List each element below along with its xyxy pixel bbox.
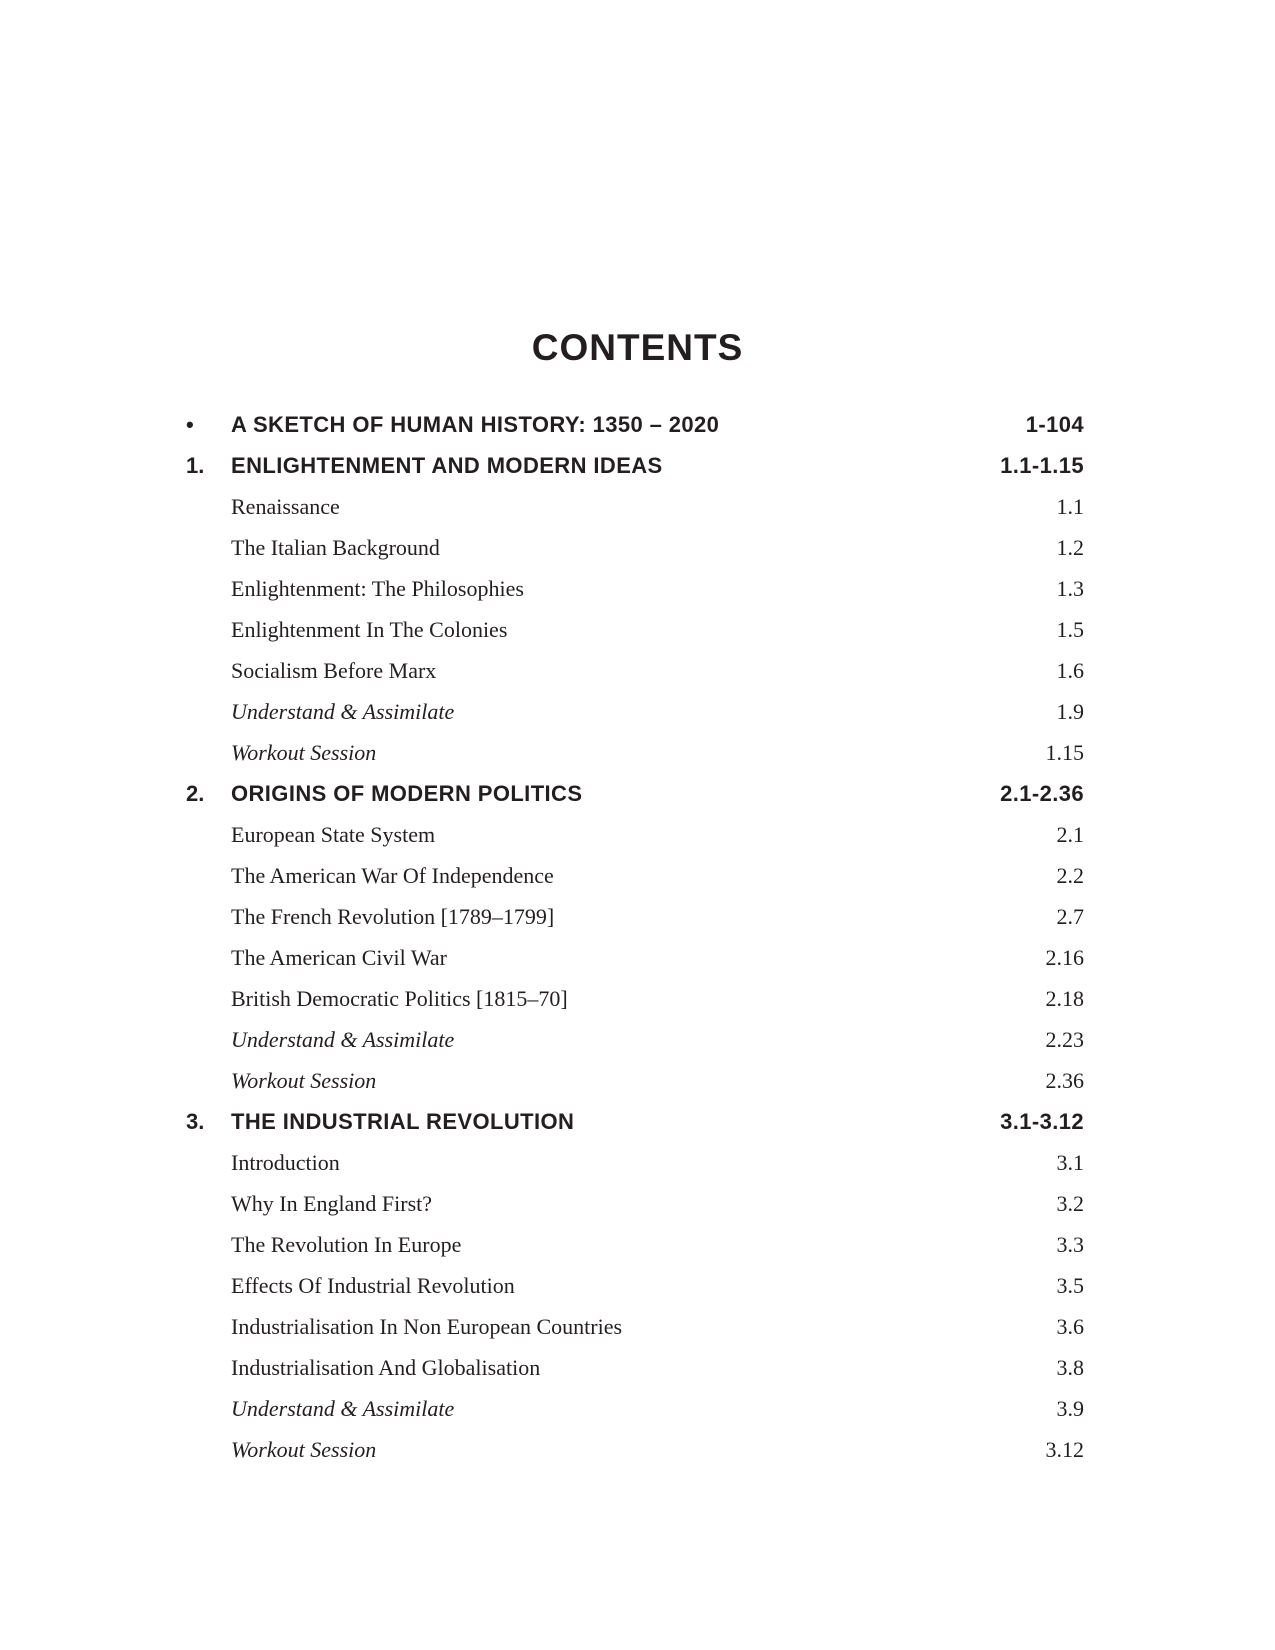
toc-entry-row[interactable]: [186, 937, 1084, 978]
toc-entry-title: Understand & Assimilate: [231, 699, 455, 724]
toc-entry-row[interactable]: [186, 1060, 1084, 1101]
toc-entry-title: Enlightenment: The Philosophies: [231, 576, 524, 601]
toc-entry-title: The American Civil War: [231, 945, 447, 970]
toc-chapter-row[interactable]: [186, 773, 1084, 814]
toc-chapter-title: THE INDUSTRIAL REVOLUTION: [231, 1109, 575, 1134]
toc-chapter-number: 1.: [186, 453, 205, 478]
toc-page-number: 3.5: [1056, 1273, 1084, 1298]
toc-page-number: 3.1: [1056, 1150, 1084, 1175]
toc-entry-title: Industrialisation And Globalisation: [231, 1355, 541, 1380]
toc-page-number: 3.6: [1056, 1314, 1084, 1339]
toc-entry-title: Effects Of Industrial Revolution: [231, 1273, 515, 1298]
toc-chapter-title: ORIGINS OF MODERN POLITICS: [231, 781, 583, 806]
toc-entry-row[interactable]: [186, 609, 1084, 650]
toc-page-range: 1.1-1.15: [1000, 453, 1084, 478]
toc-chapter-number: 3.: [186, 1109, 205, 1134]
toc-entry-title: Understand & Assimilate: [231, 1027, 455, 1052]
toc-entry-row[interactable]: [186, 691, 1084, 732]
toc-page-range: 1-104: [1025, 412, 1084, 437]
toc-page-number: 1.2: [1056, 535, 1084, 560]
toc-page-number: 3.3: [1056, 1232, 1084, 1257]
toc-entry-row[interactable]: [186, 1142, 1084, 1183]
toc-page-number: 2.1: [1056, 822, 1084, 847]
toc-page-number: 1.5: [1056, 617, 1084, 642]
toc-page-number: 2.23: [1045, 1027, 1084, 1052]
toc-chapter-title: A SKETCH OF HUMAN HISTORY: 1350 – 2020: [231, 412, 720, 437]
toc-page-number: 2.2: [1056, 863, 1084, 888]
toc-entry-title: The Italian Background: [231, 535, 440, 560]
toc-page-number: 2.16: [1045, 945, 1084, 970]
toc-page-number: 2.7: [1056, 904, 1084, 929]
toc-entry-title: Renaissance: [231, 494, 340, 519]
toc-entry-row[interactable]: [186, 1265, 1084, 1306]
toc-entry-title: Enlightenment In The Colonies: [231, 617, 508, 642]
toc-chapter-row[interactable]: [186, 445, 1084, 486]
toc-page-range: 3.1-3.12: [1000, 1109, 1084, 1134]
toc-entry-title: British Democratic Politics [1815–70]: [231, 986, 568, 1011]
toc-entry-title: Workout Session: [231, 1437, 377, 1462]
toc-page-number: 1.9: [1056, 699, 1084, 724]
toc-entry-row[interactable]: [186, 1388, 1084, 1429]
toc-page-number: 1.1: [1056, 494, 1084, 519]
toc-entry-row[interactable]: [186, 896, 1084, 937]
toc-entry-row[interactable]: [186, 527, 1084, 568]
page-title: CONTENTS: [531, 327, 744, 368]
toc-entry-title: Industrialisation In Non European Countries: [231, 1314, 623, 1339]
toc-entry-row[interactable]: [186, 978, 1084, 1019]
toc-page-number: 1.6: [1056, 658, 1084, 683]
toc-entry-row[interactable]: [186, 1224, 1084, 1265]
toc-entry-title: Workout Session: [231, 740, 377, 765]
toc-chapter-title: ENLIGHTENMENT AND MODERN IDEAS: [231, 453, 663, 478]
toc-chapter-row[interactable]: [186, 1101, 1084, 1142]
toc-entry-row[interactable]: [186, 1019, 1084, 1060]
toc-entry-title: Socialism Before Marx: [231, 658, 437, 683]
toc-page-number: 3.2: [1056, 1191, 1084, 1216]
toc-page-number: 2.18: [1045, 986, 1084, 1011]
toc-entry-row[interactable]: [186, 814, 1084, 855]
toc-entry-title: Workout Session: [231, 1068, 377, 1093]
toc-entry-title: European State System: [231, 822, 436, 847]
toc-page-number: 1.15: [1045, 740, 1084, 765]
toc-page-range: 2.1-2.36: [1000, 781, 1084, 806]
toc-entry-title: Introduction: [231, 1150, 340, 1175]
toc-entry-row[interactable]: [186, 855, 1084, 896]
toc-chapter-number: 2.: [186, 781, 205, 806]
toc-entry-row[interactable]: [186, 1429, 1084, 1470]
toc-page-number: 3.9: [1056, 1396, 1084, 1421]
table-of-contents: [186, 404, 1084, 1470]
toc-entry-row[interactable]: [186, 1306, 1084, 1347]
toc-chapter-number: •: [186, 412, 194, 437]
toc-page-number: 3.12: [1045, 1437, 1084, 1462]
toc-page-number: 1.3: [1056, 576, 1084, 601]
toc-page-number: 3.8: [1056, 1355, 1084, 1380]
toc-entry-title: Understand & Assimilate: [231, 1396, 455, 1421]
toc-entry-row[interactable]: [186, 486, 1084, 527]
toc-entry-title: The American War Of Independence: [231, 863, 554, 888]
toc-entry-row[interactable]: [186, 732, 1084, 773]
toc-entry-row[interactable]: [186, 1347, 1084, 1388]
toc-entry-title: The French Revolution [1789–1799]: [231, 904, 555, 929]
toc-chapter-row[interactable]: [186, 404, 1084, 445]
toc-entry-title: The Revolution In Europe: [231, 1232, 462, 1257]
toc-page-number: 2.36: [1045, 1068, 1084, 1093]
toc-entry-row[interactable]: [186, 568, 1084, 609]
toc-entry-title: Why In England First?: [231, 1191, 433, 1216]
toc-entry-row[interactable]: [186, 1183, 1084, 1224]
toc-entry-row[interactable]: [186, 650, 1084, 691]
